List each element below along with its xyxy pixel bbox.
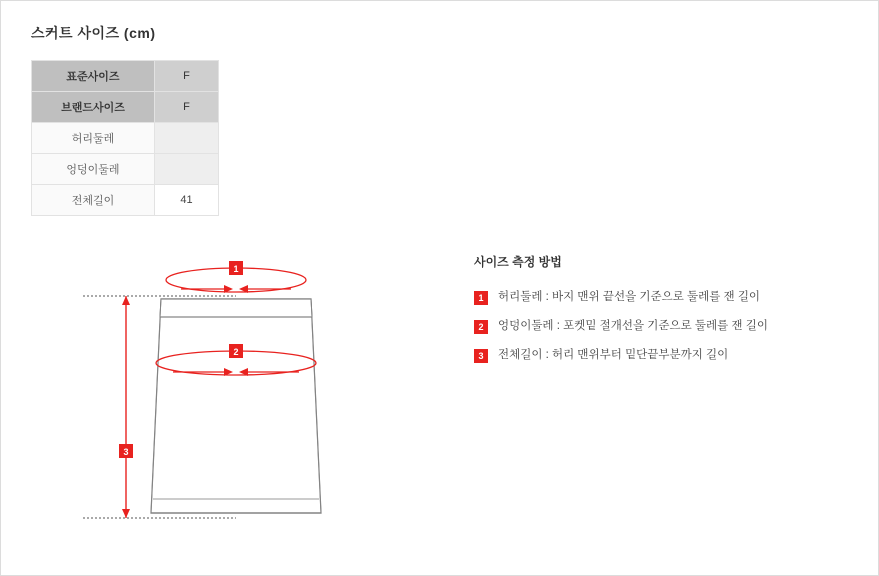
table-row — [32, 61, 219, 92]
guide-title: 사이즈 측정 방법 — [474, 255, 562, 269]
row-value — [155, 154, 219, 185]
skirt-diagram — [61, 241, 431, 551]
size-table — [31, 60, 219, 216]
guide-item — [474, 290, 854, 305]
table-row — [32, 92, 219, 123]
row-value — [155, 123, 219, 154]
row-value: F — [155, 92, 219, 123]
guide-item — [474, 319, 854, 334]
measurement-guide — [474, 253, 854, 377]
guide-badge-2: 2 — [474, 320, 488, 334]
guide-item — [474, 348, 854, 363]
row-label: 표준사이즈 — [32, 61, 155, 92]
guide-badge-3: 3 — [474, 349, 488, 363]
guide-text-3: 전체길이 : 허리 맨위부터 밑단끝부분까지 길이 — [498, 349, 729, 361]
row-label: 브랜드사이즈 — [32, 92, 155, 123]
skirt-waistband — [160, 299, 312, 317]
page-title: 스커트 사이즈 (cm) — [31, 25, 156, 41]
table-row — [32, 123, 219, 154]
table-row — [32, 185, 219, 216]
marker-2-label: 2 — [233, 347, 239, 357]
length-arrow-head-bottom — [122, 509, 130, 518]
row-value: 41 — [155, 185, 219, 216]
marker-3-label: 3 — [123, 447, 129, 457]
guide-badge-1: 1 — [474, 291, 488, 305]
skirt-body-outline — [151, 299, 321, 513]
row-label: 엉덩이둘레 — [32, 154, 155, 185]
marker-1-label: 1 — [233, 264, 239, 274]
table-row — [32, 154, 219, 185]
guide-text-2: 엉덩이둘레 : 포켓밑 절개선을 기준으로 둘레를 잰 길이 — [498, 320, 768, 332]
row-label: 전체길이 — [32, 185, 155, 216]
row-label: 허리둘레 — [32, 123, 155, 154]
guide-text-1: 허리둘레 : 바지 맨위 끝선을 기준으로 둘레를 잰 길이 — [498, 291, 761, 303]
length-arrow-head-top — [122, 296, 130, 305]
row-value: F — [155, 61, 219, 92]
